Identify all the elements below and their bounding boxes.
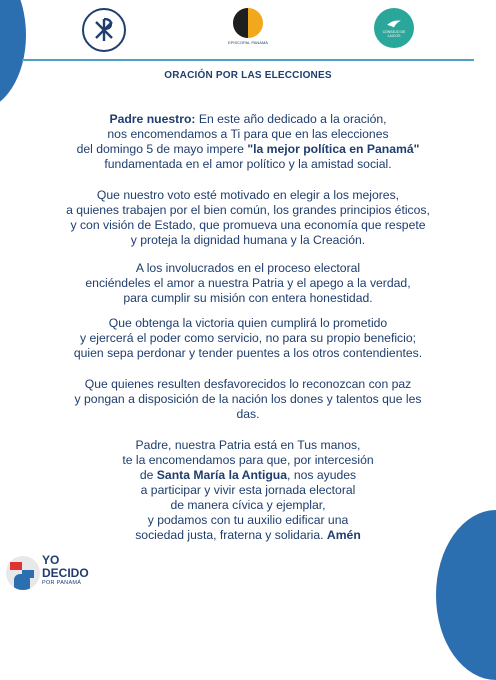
- p2-line4: y proteja la dignidad humana y la Creación.: [130, 233, 366, 247]
- p3-line2: enciéndeles el amor a nuestra Patria y el apego a la verdad,: [85, 276, 411, 290]
- logo-bar: [0, 8, 496, 54]
- p6-line7-pre: sociedad justa, fraterna y solidaria.: [135, 528, 327, 542]
- p6-line6: y podamos con tu auxilio edificar una: [147, 513, 349, 527]
- p1-line3-pre: del domingo 5 de mayo impere: [76, 142, 248, 156]
- p1-line2: nos encomendamos a Ti para que en las elecciones: [107, 127, 389, 141]
- paragraph-3: [40, 261, 456, 306]
- p2-line1: Que nuestro voto esté motivado en elegir a los mejores,: [96, 188, 400, 202]
- episcopal-logo-caption: EPISCOPAL PANAMÁ: [228, 40, 268, 45]
- p4-line2: y ejercerá el poder como servicio, no para su propio beneficio;: [79, 331, 416, 345]
- dove-icon: [385, 18, 403, 30]
- p6-line3: [40, 468, 456, 483]
- p6-line3-pre: de: [139, 468, 157, 482]
- p6-line2: te la encomendamos para que, por intercesión: [122, 453, 374, 467]
- p6-line7-bold: Amén: [326, 528, 361, 542]
- p3-line3: para cumplir su misión con entera honestidad.: [123, 291, 373, 305]
- p2-line3: y con visión de Estado, que promueva una economía que respete: [70, 218, 426, 232]
- p6-line4: a participar y vivir esta jornada electoral: [140, 483, 356, 497]
- paragraph-5: [40, 377, 456, 422]
- p5-line1: Que quienes resulten desfavorecidos lo reconozcan con paz: [84, 377, 412, 391]
- p4-line1: Que obtenga la victoria quien cumplirá lo prometido: [108, 316, 388, 330]
- episcopal-logo: [228, 8, 268, 54]
- paragraph-1: [40, 112, 456, 172]
- badge-line-3: POR PANAMÁ: [42, 580, 82, 586]
- p1-line1-rest: En este año dedicado a la oración,: [195, 112, 387, 126]
- laity-council-caption: CONSEJO DE LAICOS: [382, 30, 406, 38]
- page-title: ORACIÓN POR LAS ELECCIONES: [164, 70, 332, 81]
- p6-line1: Padre, nuestra Patria está en Tus manos,: [135, 438, 361, 452]
- p6-line3-post: , nos ayudes: [287, 468, 357, 482]
- p5-line3: das.: [236, 407, 260, 421]
- p1-line3: [40, 142, 456, 157]
- p6-line7: [40, 528, 456, 543]
- header-divider: [22, 59, 474, 61]
- episcopal-emblem-icon: [233, 8, 263, 38]
- badge-line-1: YO: [42, 553, 60, 567]
- voting-hand-icon: [6, 556, 40, 590]
- p1-line4: fundamentada en el amor político y la amistad social.: [104, 157, 392, 171]
- p4-line3: quien sepa perdonar y tender puentes a los otros contendientes.: [73, 346, 423, 360]
- paragraph-6: [40, 438, 456, 543]
- p6-line5: de manera cívica y ejemplar,: [170, 498, 326, 512]
- paragraph-2: [40, 188, 456, 248]
- chi-rho-icon: [87, 13, 121, 47]
- laity-council-logo: [374, 8, 414, 48]
- chi-rho-logo-icon: [82, 8, 126, 52]
- p3-line1: A los involucrados en el proceso electoral: [135, 261, 361, 275]
- p1-line1: [40, 112, 456, 127]
- prayer-text: [40, 112, 456, 543]
- p1-lead: Padre nuestro:: [109, 112, 196, 126]
- yo-decido-badge: [6, 550, 96, 606]
- p2-line2: a quienes trabajen por el bien común, los grandes principios éticos,: [66, 203, 430, 217]
- badge-line-2: DECIDO: [42, 566, 89, 580]
- paragraph-4: [40, 316, 456, 361]
- p5-line2: y pongan a disposición de la nación los dones y talentos que les: [74, 392, 422, 406]
- p1-line3-bold: "la mejor política en Panamá": [247, 142, 420, 156]
- p6-line3-bold: Santa María la Antigua: [156, 468, 288, 482]
